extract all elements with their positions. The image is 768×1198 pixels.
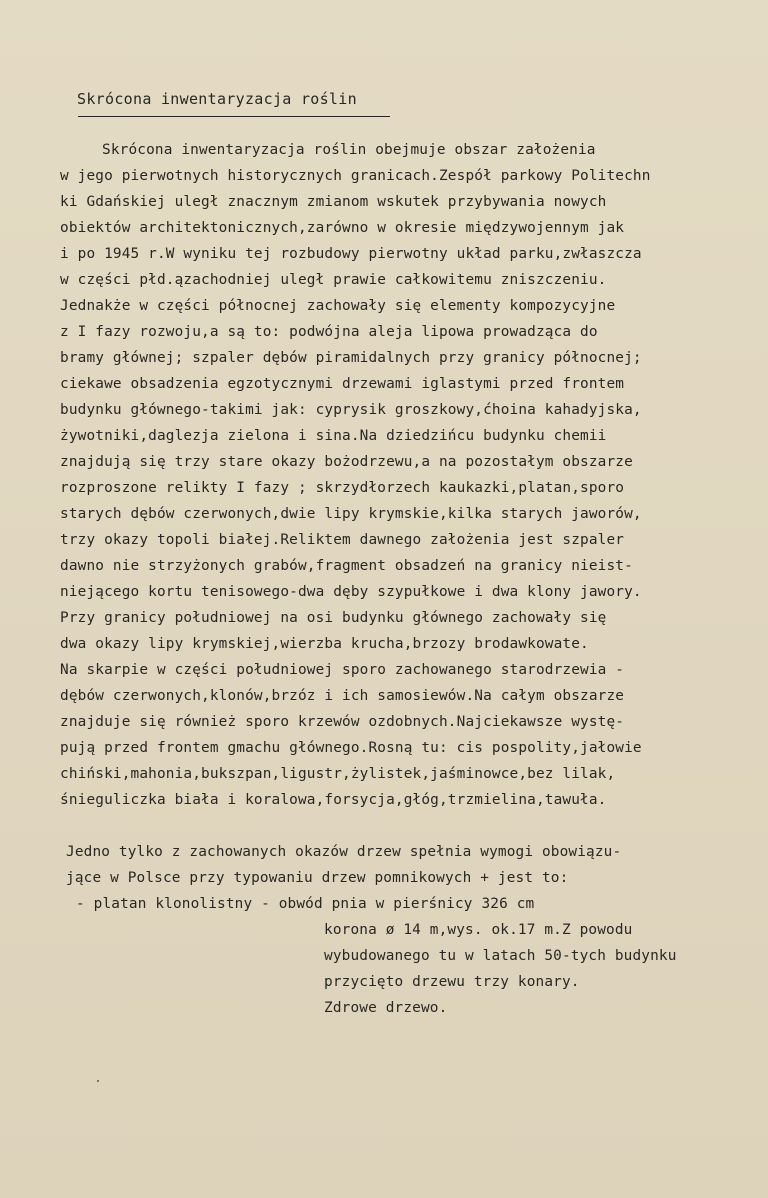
paragraph-line: dwa okazy lipy krymskiej,wierzba krucha,brzozy brodawkowate. — [60, 636, 589, 652]
paragraph-line: Na skarpie w części południowej sporo zachowanego starodrzewia - — [60, 662, 625, 678]
paragraph-line: trzy okazy topoli białej.Reliktem dawnego założenia jest szpaler — [60, 532, 625, 548]
paragraph-line: Jednakże w części północnej zachowały się elementy kompozycyjne — [60, 298, 616, 314]
paper-speck — [97, 1080, 99, 1082]
paragraph-line: - platan klonolistny - obwód pnia w pierśnicy 326 cm — [76, 896, 535, 912]
paragraph-line: przycięto drzewu trzy konary. — [324, 974, 580, 990]
paragraph-line: ki Gdańskiej uległ znacznym zmianom wskutek przybywania nowych — [60, 194, 607, 210]
paragraph-line: śnieguliczka biała i koralowa,forsycja,głóg,trzmielina,tawuła. — [60, 792, 607, 808]
paragraph-line: dębów czerwonych,klonów,brzóz i ich samosiewów.Na całym obszarze — [60, 688, 625, 704]
paragraph-line: obiektów architektonicznych,zarówno w okresie międzywojennym jak — [60, 220, 625, 236]
paragraph-line: żywotniki,daglezja zielona i sina.Na dziedzińcu budynku chemii — [60, 428, 607, 444]
paragraph-line: znajduje się również sporo krzewów ozdobnych.Najciekawsze wystę- — [60, 714, 625, 730]
paragraph-line: Zdrowe drzewo. — [324, 1000, 448, 1016]
paragraph-line: Przy granicy południowej na osi budynku głównego zachowały się — [60, 610, 607, 626]
paragraph-line: chiński,mahonia,bukszpan,ligustr,żylistek,jaśminowce,bez lilak, — [60, 766, 616, 782]
paragraph-line: wybudowanego tu w latach 50-tych budynku — [324, 948, 677, 964]
paragraph-line: niejącego kortu tenisowego-dwa dęby szypułkowe i dwa klony jawory. — [60, 584, 642, 600]
paragraph-line: Jedno tylko z zachowanych okazów drzew spełnia wymogi obowiązu- — [66, 844, 622, 860]
paragraph-line: w części płd.ązachodniej uległ prawie całkowitemu zniszczeniu. — [60, 272, 607, 288]
paragraph-line: budynku głównego-takimi jak: cyprysik groszkowy,ćhoina kahadyjska, — [60, 402, 642, 418]
heading-underline — [78, 116, 390, 117]
paragraph-line: z I fazy rozwoju,a są to: podwójna aleja lipowa prowadząca do — [60, 324, 598, 340]
paragraph-line: starych dębów czerwonych,dwie lipy krymskie,kilka starych jaworów, — [60, 506, 642, 522]
paragraph-line: rozproszone relikty I fazy ; skrzydłorzech kaukazki,platan,sporo — [60, 480, 625, 496]
paragraph-line: jące w Polsce przy typowaniu drzew pomnikowych + jest to: — [66, 870, 569, 886]
paragraph-line: pują przed frontem gmachu głównego.Rosną tu: cis pospolity,jałowie — [60, 740, 642, 756]
section-heading: Skrócona inwentaryzacja roślin — [77, 90, 357, 108]
paragraph-line: korona ø 14 m,wys. ok.17 m.Z powodu — [324, 922, 633, 938]
paragraph-line: znajdują się trzy stare okazy bożodrzewu,a na pozostałym obszarze — [60, 454, 633, 470]
paragraph-line: dawno nie strzyżonych grabów,fragment obsadzeń na granicy nieist- — [60, 558, 633, 574]
paragraph-line: ciekawe obsadzenia egzotycznymi drzewami iglastymi przed frontem — [60, 376, 625, 392]
paragraph-line: bramy głównej; szpaler dębów piramidalnych przy granicy północnej; — [60, 350, 642, 366]
paragraph-line: Skrócona inwentaryzacja roślin obejmuje obszar założenia — [102, 142, 596, 158]
paragraph-line: i po 1945 r.W wyniku tej rozbudowy pierwotny układ parku,zwłaszcza — [60, 246, 642, 262]
paragraph-line: w jego pierwotnych historycznych granicach.Zespół parkowy Politechn — [60, 168, 651, 184]
